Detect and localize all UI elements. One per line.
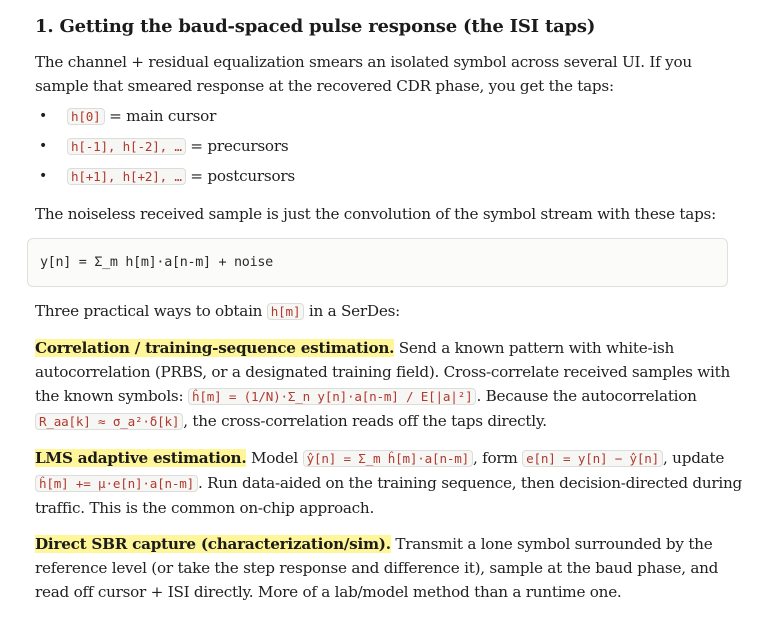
inline-code: ŷ[n] = Σ_m ĥ[m]·a[n-m]: [303, 450, 473, 467]
method-text: Model: [246, 449, 303, 467]
method-text: Transmit a lone symbol surrounded by the reference level (or take the step response and difference it), sample at the baud phase, and read off cursor + ISI directly. More of a lab/model method than a runtime one.: [35, 535, 719, 601]
ways-paragraph: [35, 299, 746, 324]
code-block[interactable]: y[n] = Σ_m h[m]·a[n-m] + noise: [27, 238, 728, 287]
bullet-icon: •: [39, 138, 48, 154]
section-heading: 1. Getting the baud-spaced pulse response (the ISI taps): [35, 16, 596, 37]
ways-text: in a SerDes:: [304, 302, 400, 320]
inline-code: ĥ[m] = (1/N)·Σ_n y[n]·a[n-m] / E[|a|²]: [188, 388, 477, 405]
convolution-intro: The noiseless received sample is just the convolution of the symbol stream with these taps:: [35, 205, 716, 223]
method-title: LMS adaptive estimation.: [35, 449, 247, 467]
inline-code: e[n] = y[n] − ŷ[n]: [522, 450, 663, 467]
method-lms: [35, 446, 746, 520]
bullet-icon: •: [39, 168, 48, 184]
inline-code: h[m]: [267, 303, 305, 320]
list-item-text: = precursors: [185, 137, 289, 155]
inline-code: ĥ[m] += μ·e[n]·a[n-m]: [35, 475, 198, 492]
method-sbr: [35, 532, 746, 604]
list-item: [35, 134, 746, 159]
method-title: Correlation / training-sequence estimation.: [35, 339, 395, 357]
list-item: [35, 164, 746, 189]
list-item-text: = postcursors: [185, 167, 295, 185]
method-text: . Run data-aided on the training sequence, then decision-directed during traffic. This is the common on-chip approach.: [35, 474, 743, 517]
method-text: . Because the autocorrelation: [476, 387, 697, 405]
method-text: , update: [663, 449, 725, 467]
method-text: Send a known pattern with white-ish autocorrelation (PRBS, or a designated training field). Cross-correlate received samples with the known symbols:: [35, 339, 731, 405]
method-title: Direct SBR capture (characterization/sim).: [35, 535, 391, 553]
method-correlation: [35, 336, 746, 434]
inline-code: h[+1], h[+2], …: [67, 168, 186, 185]
method-text: , form: [472, 449, 523, 467]
taps-list: [35, 104, 746, 189]
method-text: , the cross-correlation reads off the taps directly.: [183, 412, 547, 430]
intro-paragraph: The channel + residual equalization smears an isolated symbol across several UI. If you sample that smeared response at the recovered CDR phase, you get the taps:: [35, 53, 692, 95]
inline-code: h[0]: [67, 108, 105, 125]
inline-code: R_aa[k] ≈ σ_a²·δ[k]: [35, 413, 183, 430]
inline-code: h[-1], h[-2], …: [67, 138, 186, 155]
ways-text: Three practical ways to obtain: [35, 302, 267, 320]
list-item: [35, 104, 746, 129]
list-item-text: = main cursor: [104, 107, 217, 125]
bullet-icon: •: [39, 108, 48, 124]
